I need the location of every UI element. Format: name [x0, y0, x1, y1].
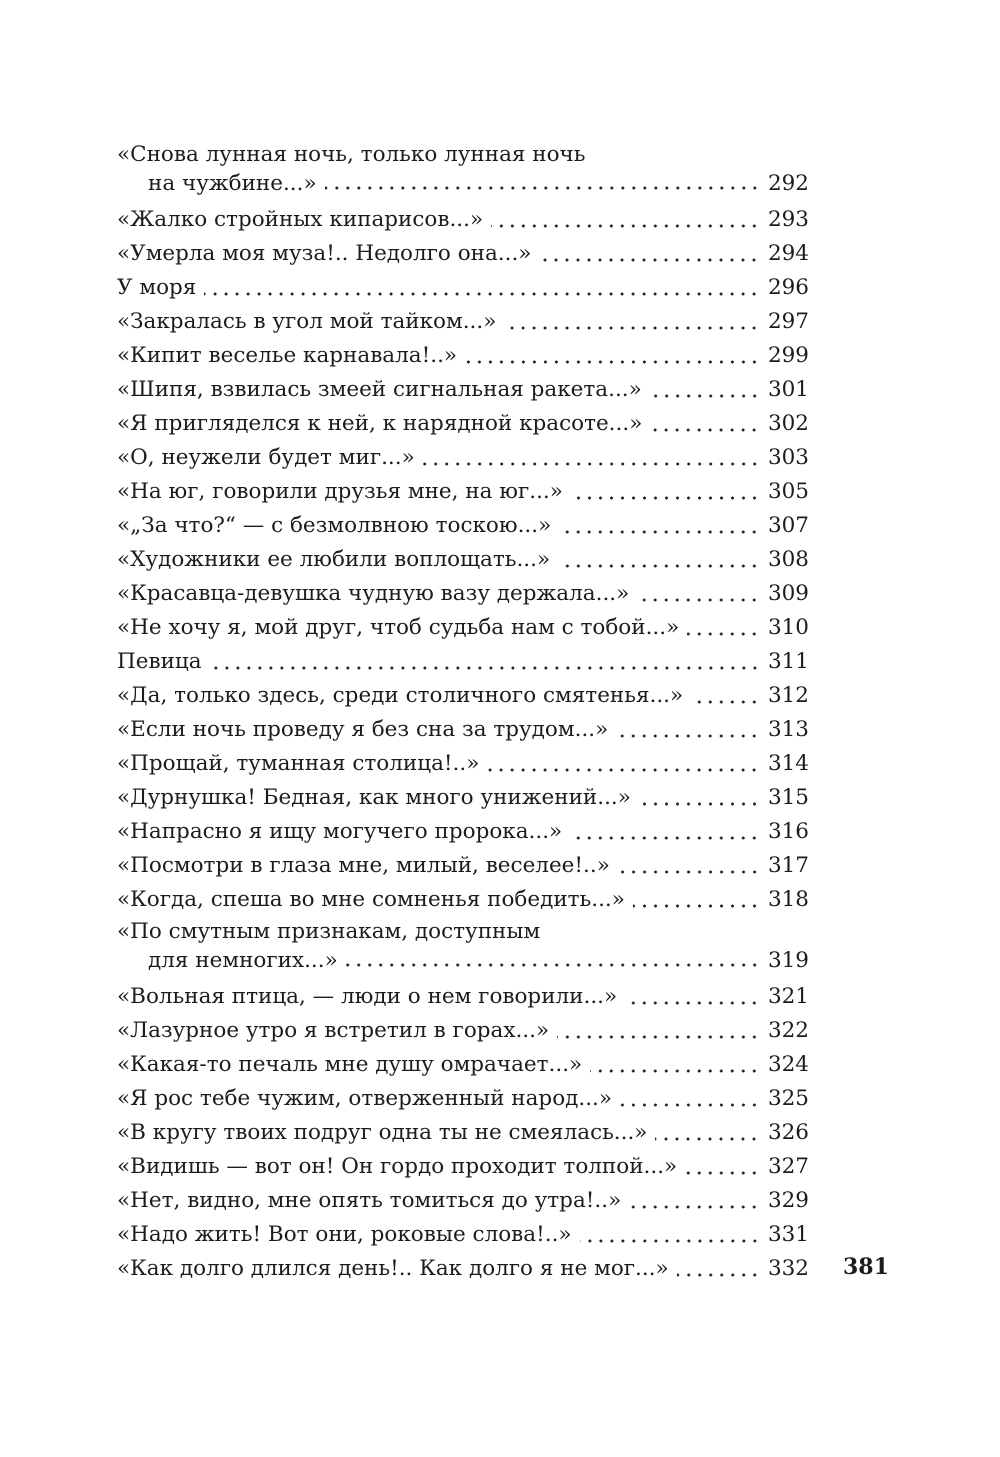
toc-entry — [117, 237, 809, 271]
toc-entry-page: 315 — [767, 785, 809, 810]
toc-entry — [117, 407, 809, 441]
toc-entry — [117, 305, 809, 339]
toc-entry — [117, 883, 809, 917]
toc-entry-page: 331 — [767, 1222, 809, 1247]
toc-entry-page: 321 — [767, 984, 809, 1009]
toc-entry-title: «Видишь — вот он! Он гордо проходит толпой...» — [117, 1154, 678, 1179]
toc-entry — [117, 1116, 809, 1150]
dot-leader — [637, 577, 760, 611]
toc-entry-page: 297 — [767, 309, 809, 334]
toc-entry — [117, 271, 809, 305]
dot-leader — [558, 543, 760, 577]
dot-leader — [639, 781, 760, 815]
toc-entry-title: «Художники ее любили воплощать...» — [117, 547, 551, 572]
toc-entry — [117, 1252, 809, 1286]
dot-leader — [650, 373, 760, 407]
toc-entry — [117, 509, 809, 543]
dot-leader — [325, 169, 760, 199]
toc-entry-page: 322 — [767, 1018, 809, 1043]
toc-entry-page: 316 — [767, 819, 809, 844]
dot-leader — [590, 1048, 760, 1082]
dot-leader — [557, 1014, 760, 1048]
toc-entry-page: 310 — [767, 615, 809, 640]
toc-entry-page: 325 — [767, 1086, 809, 1111]
dot-leader — [204, 271, 760, 305]
toc-entry-page: 308 — [767, 547, 809, 572]
toc-entry-page: 303 — [767, 445, 809, 470]
table-of-contents — [117, 140, 809, 1286]
toc-entry — [117, 645, 809, 679]
toc-entry-title: «Дурнушка! Бедная, как много унижений...» — [117, 785, 631, 810]
dot-leader — [504, 305, 760, 339]
toc-entry-title: «Лазурное утро я встретил в горах...» — [117, 1018, 550, 1043]
dot-leader — [650, 407, 760, 441]
toc-entry-page: 294 — [767, 241, 809, 266]
toc-entry-page: 311 — [767, 649, 809, 674]
toc-entry — [117, 1218, 809, 1252]
toc-entry-page: 312 — [767, 683, 809, 708]
toc-entry-title: «Вольная птица, — люди о нем говорили...» — [117, 984, 618, 1009]
toc-entry-title: «Надо жить! Вот они, роковые слова!..» — [117, 1222, 572, 1247]
toc-entry-page: 327 — [767, 1154, 809, 1179]
dot-leader — [625, 980, 760, 1014]
toc-entry-page: 302 — [767, 411, 809, 436]
toc-entry-page: 314 — [767, 751, 809, 776]
toc-entry — [117, 1184, 809, 1218]
toc-entry-title: У моря — [117, 275, 197, 300]
toc-entry-title: «Кипит веселье карнавала!..» — [117, 343, 458, 368]
toc-entry — [117, 980, 809, 1014]
toc-entry — [117, 140, 809, 199]
toc-entry — [117, 849, 809, 883]
toc-entry-page: 299 — [767, 343, 809, 368]
toc-entry-title: «Жалко стройных кипарисов...» — [117, 207, 484, 232]
toc-entry — [117, 441, 809, 475]
toc-entry-title: «Как долго длился день!.. Как долго я не мог...» — [117, 1256, 669, 1281]
dot-leader — [677, 1252, 760, 1286]
toc-entry — [117, 577, 809, 611]
dot-leader — [633, 883, 760, 917]
dot-leader — [618, 849, 760, 883]
toc-entry-title: «Посмотри в глаза мне, милый, веселее!..» — [117, 853, 610, 878]
toc-entry-page: 326 — [767, 1120, 809, 1145]
toc-entry-page: 329 — [767, 1188, 809, 1213]
dot-leader — [570, 815, 760, 849]
toc-entry-title: «Не хочу я, мой друг, чтоб судьба нам с тобой...» — [117, 615, 680, 640]
toc-entry-title: «Да, только здесь, среди столичного смятенья...» — [117, 683, 684, 708]
dot-leader — [346, 946, 760, 976]
toc-entry — [117, 339, 809, 373]
toc-entry-title: «На юг, говорили друзья мне, на юг...» — [117, 479, 563, 504]
dot-leader — [687, 611, 760, 645]
toc-entry — [117, 815, 809, 849]
toc-entry-title: «Я рос тебе чужим, отверженный народ...» — [117, 1086, 613, 1111]
dot-leader — [655, 1116, 759, 1150]
toc-entry-title: Певица — [117, 649, 202, 674]
toc-entry-title: «Закралась в угол мой тайком...» — [117, 309, 497, 334]
toc-entry-page: 296 — [767, 275, 809, 300]
dot-leader — [691, 679, 760, 713]
toc-entry — [117, 917, 809, 976]
dot-leader — [487, 747, 760, 781]
toc-entry — [117, 1014, 809, 1048]
toc-entry-title: «Шипя, взвилась змеей сигнальная ракета...» — [117, 377, 642, 402]
toc-entry-title: «Прощай, туманная столица!..» — [117, 751, 480, 776]
toc-entry-title: «Напрасно я ищу могучего пророка...» — [117, 819, 563, 844]
toc-entry-page: 301 — [767, 377, 809, 402]
toc-entry-title: «Красавца-девушка чудную вазу держала...» — [117, 581, 630, 606]
toc-entry-title: «О, неужели будет миг...» — [117, 445, 415, 470]
toc-entry-page: 324 — [767, 1052, 809, 1077]
toc-entry-title: «Нет, видно, мне опять томиться до утра!..» — [117, 1188, 622, 1213]
toc-entry — [117, 543, 809, 577]
toc-entry — [117, 713, 809, 747]
toc-entry — [117, 747, 809, 781]
toc-entry-page: 307 — [767, 513, 809, 538]
toc-entry — [117, 1082, 809, 1116]
page-number: 381 — [843, 1254, 889, 1280]
dot-leader — [491, 203, 760, 237]
toc-entry — [117, 611, 809, 645]
dot-leader — [210, 645, 760, 679]
toc-entry-title: «„За что?“ — с безмолвною тоскою...» — [117, 513, 552, 538]
toc-entry-page: 292 — [767, 171, 809, 196]
toc-entry-title: «Какая-то печаль мне душу омрачает...» — [117, 1052, 583, 1077]
toc-entry — [117, 203, 809, 237]
dot-leader — [559, 509, 760, 543]
toc-entry-title: для немногих...» — [148, 948, 338, 973]
dot-leader — [685, 1150, 760, 1184]
dot-leader — [423, 441, 760, 475]
toc-entry-title: «Когда, спеша во мне сомненья победить...» — [117, 887, 625, 912]
toc-entry-page: 317 — [767, 853, 809, 878]
toc-entry — [117, 475, 809, 509]
toc-entry — [117, 373, 809, 407]
toc-entry-title: «По смутным признакам, доступным — [117, 919, 541, 944]
toc-entry-page: 319 — [767, 948, 809, 973]
toc-entry-page: 305 — [767, 479, 809, 504]
dot-leader — [465, 339, 760, 373]
dot-leader — [620, 1082, 760, 1116]
dot-leader — [571, 475, 760, 509]
toc-entry-page: 332 — [767, 1256, 809, 1281]
dot-leader — [616, 713, 760, 747]
toc-entry-page: 313 — [767, 717, 809, 742]
toc-entry-title: на чужбине...» — [148, 171, 317, 196]
toc-entry-title: «Я пригляделся к ней, к нарядной красоте...» — [117, 411, 643, 436]
dot-leader — [629, 1184, 760, 1218]
toc-entry-page: 318 — [767, 887, 809, 912]
toc-entry-page: 309 — [767, 581, 809, 606]
toc-entry-title: «Умерла моя муза!.. Недолго она...» — [117, 241, 532, 266]
toc-entry-page: 293 — [767, 207, 809, 232]
toc-entry — [117, 1048, 809, 1082]
toc-entry-title: «В кругу твоих подруг одна ты не смеялась...» — [117, 1120, 648, 1145]
dot-leader — [580, 1218, 760, 1252]
toc-entry-title: «Если ночь проведу я без сна за трудом...» — [117, 717, 609, 742]
dot-leader — [539, 237, 760, 271]
toc-entry-title: «Снова лунная ночь, только лунная ночь — [117, 142, 586, 167]
toc-entry — [117, 679, 809, 713]
toc-entry — [117, 1150, 809, 1184]
toc-entry — [117, 781, 809, 815]
